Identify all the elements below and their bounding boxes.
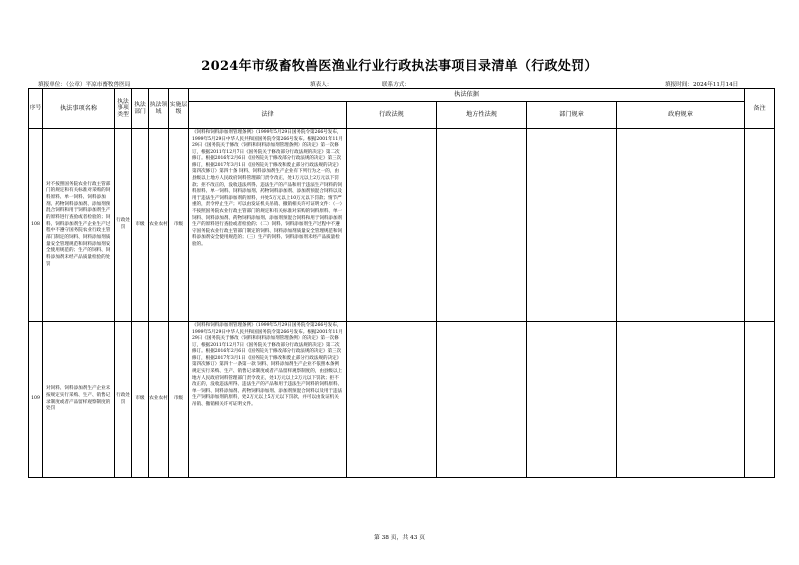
- row-seq: 109: [29, 322, 43, 478]
- row-level: 市级: [169, 129, 189, 322]
- row-local-regulation: [437, 322, 527, 478]
- header-law: 法律: [189, 102, 347, 129]
- row-regulation: [347, 129, 437, 322]
- row-remark: [745, 129, 775, 322]
- table-row: [29, 322, 775, 478]
- page-number: 第 38 页，共 43 页: [373, 535, 426, 541]
- header-dept-rule: 部门规章: [527, 102, 617, 129]
- row-field: 农业农村: [149, 129, 169, 322]
- row-dept: 市级: [132, 322, 149, 478]
- header-name: 执法事项名称: [43, 89, 115, 129]
- row-remark: [745, 322, 775, 478]
- row-law: 《饲料和饲料添加剂管理条例》（1999年5月29日国务院令第266号发布，1999年5月29日中华人民共和国国务院令第266号发布。根据2001年11月29日《国务院关于修改〈饲料和饲料添加剂管理条例〉的决定》第一次修订，根据2011年12月7日《国务院关于修改部分行政法规的决定》第二次修订。根据2016年2月6日《国务院关于修改部分行政法规的决定》第三次修订，根据2017年3月1日《国务院关于修改和废止部分行政法规的决定》第四次修订）第四十条 饲料、饲料添加剂生产企业有下列行为之一的，由县级以上地方人民政府饲料管理部门责令改正，处1万元以上2万元以下罚款；拒不改正的，没收违法所得、违法生产的产品和用于违法生产饲料的饲料原料、单一饲料、饲料添加剂、药物饲料添加剂、添加剂预混合饲料以及用于违法生产饲料添加剂的原料，并处5万元以上10万元以下罚款；情节严重的，责令停止生产；可以由发证机关吊销、撤销相关许可证明文件：（一）不按照国务院农业行政主管部门的规定和有关标准对采购的饲料原料、单一饲料、饲料添加剂、药物饲料添加剂、添加剂预混合饲料和用于饲料添加剂生产的原料进行查验或者检验的；（二）饲料、饲料添加剂生产过程中不遵守国务院农业行政主管部门制定的饲料、饲料添加剂质量安全管理规范和饲料添加剂安全使用规范的；（三）生产的饲料、饲料添加剂未经产品质量检验的。: [189, 129, 347, 322]
- contact-info: 联系方式：: [382, 82, 410, 88]
- header-local-regulation: 地方性法规: [437, 102, 527, 129]
- fill-date: 填报时间：2024年11月14日: [665, 82, 739, 88]
- header-seq: 序号: [29, 89, 43, 129]
- row-item-name: 对不按照国务院农业行政主管部门的规定和有关标准对采购的饲料原料、单一饲料、饲料添加剂、药物饲料添加剂、添加剂预混合饲料和用于饲料添加剂生产的原料进行查验或者检验的；饲料、饲料添加剂生产企业生产过程中不遵守国务院农业行政主管部门制定的饲料、饲料添加剂质量安全管理规范和饲料添加剂安全使用规范的；生产的饲料、饲料添加剂未经产品质量检验的处罚: [43, 129, 115, 322]
- fill-unit: 填报单位：（公章）平凉市畜牧兽医局: [38, 82, 131, 88]
- row-dept: 市级: [132, 129, 149, 322]
- header-type: 执法事项类型: [115, 89, 132, 129]
- row-seq: 108: [29, 129, 43, 322]
- row-regulation: [347, 322, 437, 478]
- row-gov-rule: [617, 322, 745, 478]
- row-item-name: 对饲料、饲料添加剂生产企业未按规定实行采购、生产、销售记录制度或者产品留样观察制度的处罚: [43, 322, 115, 478]
- filler: 填表人：: [310, 82, 333, 88]
- header-regulation: 行政法规: [347, 102, 437, 129]
- header-remark: 备注: [745, 89, 775, 129]
- row-dept-rule: [527, 322, 617, 478]
- header-dept: 执法部门: [132, 89, 149, 129]
- header-field: 执法领域: [149, 89, 169, 129]
- row-field: 农业农村: [149, 322, 169, 478]
- row-gov-rule: [617, 129, 745, 322]
- table-row: [29, 129, 775, 322]
- row-dept-rule: [527, 129, 617, 322]
- header-level: 实施层级: [169, 89, 189, 129]
- header-gov-rule: 政府规章: [617, 102, 745, 129]
- enforcement-items-table: [28, 88, 775, 478]
- row-type: 行政处罚: [115, 322, 132, 478]
- row-law: 《饲料和饲料添加剂管理条例》（1999年5月29日国务院令第266号发布，1999年5月29日中华人民共和国国务院令第266号发布。根据2001年11月29日《国务院关于修改〈饲料和饲料添加剂管理条例〉的决定》第一次修订，根据2011年12月7日《国务院关于修改部分行政法规的决定》第二次修订。根据2016年2月6日《国务院关于修改部分行政法规的决定》第三次修订，根据2017年3月1日《国务院关于修改和废止部分行政法规的决定》第四次修订）第四十一条第一款 饲料、饲料添加剂生产企业不依照本条例规定实行采购、生产、销售记录制度或者产品留样观察制度的，由县级以上地方人民政府饲料管理部门责令改正，处1万元以上2万元以下罚款；拒不改正的，没收违法所得、违法生产的产品和用于违法生产饲料的饲料原料、单一饲料、饲料添加剂、药物饲料添加剂、添加剂预混合饲料以及用于违法生产饲料添加剂的原料，处2万元以上5万元以下罚款，并可以由发证机关吊销、撤销相关许可证明文件。: [189, 322, 347, 478]
- row-level: 市级: [169, 322, 189, 478]
- row-type: 行政处罚: [115, 129, 132, 322]
- document-title: 2024年市级畜牧兽医渔业行业行政执法事项目录清单（行政处罚）: [201, 59, 598, 74]
- header-basis: 执法依据: [189, 89, 745, 102]
- row-local-regulation: [437, 129, 527, 322]
